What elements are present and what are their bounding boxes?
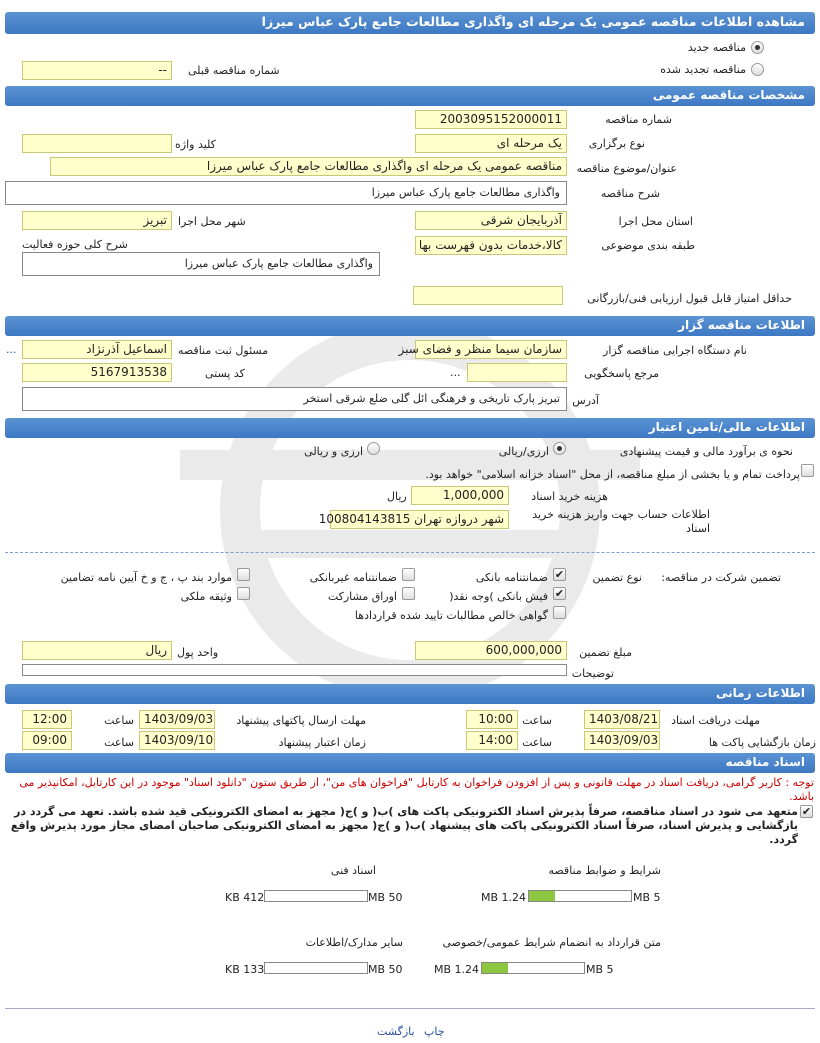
description-box: واگذاری مطالعات جامع پارک عباس میرزا [5,181,567,205]
file-tech-size: 412 KB [225,891,265,904]
section-general: مشخصات مناقصه عمومی [5,86,815,106]
prev-tender-field[interactable]: -- [22,61,172,80]
file-tech-title: اسناد فنی [330,864,376,877]
subject-label: عنوان/موضوع مناقصه [576,162,677,175]
registrar-field[interactable]: اسماعیل آذرنژاد [22,340,172,359]
open-label: زمان بازگشایی پاکت ها [708,736,816,749]
file-terms-fill [529,891,555,901]
g-claims-checkbox[interactable] [553,606,566,619]
file-tech-max: 50 MB [368,891,403,904]
g-bonds-checkbox[interactable] [402,587,415,600]
g-property-label: وثیقه ملکی [180,590,232,603]
radio-renewed-label: مناقصه تجدید شده [660,63,746,76]
file-other-max: 50 MB [368,963,403,976]
radio-fx-rial-label: ارزی و ریالی [304,445,363,458]
reference-label: مرجع پاسخگویی [584,367,659,380]
g-bank-checkbox[interactable]: ✔ [554,568,565,581]
section-docs: اسناد مناقصه [5,753,815,773]
amount-field[interactable]: 600,000,000 [415,641,567,660]
file-terms-progress [528,890,632,902]
print-link[interactable]: چاپ [424,1025,445,1038]
radio-renewed-tender[interactable] [751,63,764,76]
notes-box [22,664,567,676]
g-cash-checkbox[interactable]: ✔ [554,587,565,600]
notes-label: توضیحات [571,667,614,680]
postal-label: کد پستی [205,367,245,380]
agency-label: نام دستگاه اجرایی مناقصه گزار [603,344,747,357]
address-label: آدرس [572,394,599,407]
currency-field[interactable]: ریال [22,641,172,660]
doc-cost-field[interactable]: 1,000,000 [411,486,509,505]
guarantee-label: تضمین شرکت در مناقصه: [661,571,781,584]
valid-date-field[interactable]: 1403/09/10 [139,731,215,750]
file-contract-fill [482,963,508,973]
receive-time-field[interactable]: 10:00 [466,710,518,729]
prev-tender-label: شماره مناقصه قبلی [188,64,280,77]
g-clause-checkbox[interactable] [237,568,250,581]
valid-time-field[interactable]: 09:00 [22,731,72,750]
radio-rial-label: ارزی/ریالی [498,445,549,458]
description-label: شرح مناقصه [600,187,660,200]
file-terms-max: 5 MB [633,891,661,904]
receive-label: مهلت دریافت اسناد [671,714,760,727]
radio-new-label: مناقصه جدید [687,41,746,54]
g-clause-label: موارد بند پ ، ج و خ آیین نامه تضامین [60,571,232,584]
keyword-label: کلید واژه [175,138,216,151]
docs-note: توجه : کاربر گرامی، دریافت اسناد در مهلت قانونی و پس از افزودن فراخوان به کارتابل "فراخوان های من"، از طریق ستون "دانلود اسناد" موجود در این کارتابل، امکانپذیر می باشد. [19,776,814,803]
receive-time-label: ساعت [522,714,552,727]
g-bonds-label: اوراق مشارکت [327,590,397,603]
file-other-size: 133 KB [225,963,265,976]
open-time-label: ساعت [522,736,552,749]
holding-type-field[interactable]: یک مرحله ای [415,134,567,153]
province-field[interactable]: آذربایجان شرقی [415,211,567,230]
postal-field[interactable]: 5167913538 [22,363,172,382]
section-finance: اطلاعات مالی/تامین اعتبار [5,418,815,438]
radio-rial[interactable] [553,442,566,455]
send-time-field[interactable]: 12:00 [22,710,72,729]
g-bank-label: ضمانتنامه بانکی [475,571,548,584]
subject-field[interactable]: مناقصه عمومی یک مرحله ای واگذاری مطالعات جامع پارک عباس میرزا [50,157,567,176]
file-contract-size: 1.24 MB [434,963,480,976]
file-contract-title: متن قرارداد به انضمام شرایط عمومی/خصوصی [442,936,661,949]
activity-box: واگذاری مطالعات جامع پارک عباس میرزا [22,252,380,276]
g-cash-label: فیش بانکی )وجه نقد( [449,590,548,603]
receive-date-field[interactable]: 1403/08/21 [584,710,660,729]
tender-number-label: شماره مناقصه [605,113,672,126]
doc-cost-label: هزینه خرید اسناد [531,490,608,503]
address-box: تبریز پارک تاریخی و فرهنگی ائل گلی ضلع شرقی استخر [22,387,567,411]
g-claims-label: گواهی خالص مطالبات تایید شده قراردادها [354,609,548,622]
open-date-field[interactable]: 1403/09/03 [584,731,660,750]
divider [5,552,815,553]
treasury-text: پرداخت تمام و یا بخشی از مبلغ مناقصه، از محل "اسناد خزانه اسلامی" خواهد بود. [425,468,800,481]
send-date-field[interactable]: 1403/09/03 [139,710,215,729]
category-field[interactable]: کالا،خدمات بدون فهرست بها [415,236,567,255]
activity-label: شرح کلی حوزه فعالیت [22,238,128,251]
reference-more-link[interactable]: ... [450,366,461,379]
valid-label: زمان اعتبار پیشنهاد [278,736,366,749]
estimate-label: نحوه ی برآورد مالی و قیمت پیشنهادی [619,445,793,458]
radio-fx-rial[interactable] [367,442,380,455]
reference-field[interactable] [467,363,567,382]
g-nonbank-checkbox[interactable] [402,568,415,581]
file-terms-size: 1.24 MB [481,891,527,904]
file-terms-title: شرایط و ضوابط مناقصه [548,864,661,877]
city-label: شهر محل اجرا [178,215,246,228]
registrar-more-link[interactable]: ... [6,343,17,356]
radio-new-tender[interactable] [751,41,764,54]
amount-label: مبلغ تضمین [579,646,632,659]
open-time-field[interactable]: 14:00 [466,731,518,750]
send-time-label: ساعت [104,714,134,727]
page-title: مشاهده اطلاعات مناقصه عمومی یک مرحله ای واگذاری مطالعات جامع پارک عباس میرزا [5,12,815,34]
treasury-checkbox[interactable] [801,464,814,477]
commit-text: متعهد می شود در اسناد مناقصه، صرفاً پذیرش اسناد الکترونیکی پاکت های )ب( و )ج( مجهز به امضای الکترونیکی قید شده باشد. تعهد می گردد در بازگشایی و پذیرش اسناد، صرفاً اسناد الکترونیکی پاکت های پیشنهاد )ب( و )ج( مجهز به امضای الکترونیکی صاحبان امضای مجاز مورد پذیرش واقع گردد. [10,805,798,846]
currency-label: واحد پول [177,646,219,659]
back-link[interactable]: بازگشت [377,1025,415,1038]
keyword-field[interactable] [22,134,172,153]
g-property-checkbox[interactable] [237,587,250,600]
city-field[interactable]: تبریز [22,211,172,230]
valid-time-label: ساعت [104,736,134,749]
account-label: اطلاعات حساب جهت واریز هزینه خرید اسناد [532,508,710,535]
file-other-progress [264,962,368,974]
footer-divider [5,1008,815,1009]
file-contract-progress [481,962,585,974]
file-contract-max: 5 MB [586,963,614,976]
guarantee-type-label: نوع تضمین [592,571,642,584]
section-timing: اطلاعات زمانی [5,684,815,704]
holding-type-label: نوع برگزاری [588,137,645,150]
registrar-label: مسئول ثبت مناقصه [178,344,269,357]
min-score-label: حداقل امتیاز قابل قبول ارزیابی فنی/بازرگانی [587,292,792,305]
tender-number-field[interactable]: 2003095152000011 [415,110,567,129]
agency-field[interactable]: سازمان سیما منظر و فضای سبز [415,340,567,359]
account-field[interactable]: شهر دروازه تهران 100804143815 [330,510,509,529]
min-score-field[interactable] [413,286,563,305]
g-nonbank-label: ضمانتنامه غیربانکی [309,571,397,584]
province-label: استان محل اجرا [618,215,693,228]
send-label: مهلت ارسال پاکتهای پیشنهاد [236,714,366,727]
file-tech-progress [264,890,368,902]
category-label: طبقه بندی موضوعی [601,239,695,252]
commit-checkbox[interactable]: ✔ [801,805,812,818]
doc-cost-unit: ریال [387,490,407,503]
section-organizer: اطلاعات مناقصه گزار [5,316,815,336]
file-other-title: سایر مدارک/اطلاعات [305,936,403,949]
